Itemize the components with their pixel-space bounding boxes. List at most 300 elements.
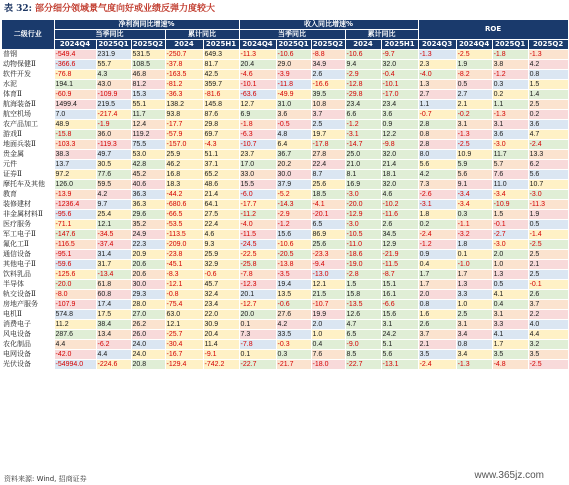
value-cell: 15.5 (239, 180, 276, 190)
value-cell: -45.1 (165, 260, 203, 270)
value-cell: 4.4 (54, 340, 96, 350)
table-row (2, 360, 568, 370)
value-cell: 0.5 (456, 80, 492, 90)
value-cell: -3.1 (418, 200, 456, 210)
value-cell: 3.5 (418, 350, 456, 360)
value-cell: -0.1 (492, 220, 528, 230)
value-cell: -10.9 (492, 200, 528, 210)
value-cell: -12.7 (239, 300, 276, 310)
value-cell: 16.9 (345, 180, 381, 190)
value-cell: 6.4 (276, 140, 311, 150)
value-cell: -2.5 (528, 240, 568, 250)
value-cell: 30.0 (131, 280, 165, 290)
header-revenue-quarter: 当季同比 (239, 30, 345, 40)
value-cell: -5.2 (276, 190, 311, 200)
value-cell: 2.7 (418, 90, 456, 100)
value-cell: 20.1 (239, 290, 276, 300)
value-cell: 2.8 (418, 140, 456, 150)
value-cell: 19.7 (311, 130, 345, 140)
value-cell: 29.8 (203, 120, 239, 130)
value-cell: 12.1 (96, 220, 131, 230)
value-cell: 1.0 (492, 260, 528, 270)
value-cell: -22.5 (239, 250, 276, 260)
value-cell: 15.1 (381, 280, 418, 290)
value-cell: 24.9 (131, 230, 165, 240)
value-cell: 97.2 (54, 170, 96, 180)
value-cell: -2.9 (276, 210, 311, 220)
value-cell: -12.9 (345, 210, 381, 220)
value-cell: -3.4 (456, 200, 492, 210)
value-cell: -36.3 (165, 90, 203, 100)
table-row (2, 130, 568, 140)
value-cell: 287.6 (54, 330, 96, 340)
table-row (2, 90, 568, 100)
value-cell: 29.0 (276, 60, 311, 70)
value-cell: -12.3 (239, 280, 276, 290)
value-cell: 27.5 (203, 210, 239, 220)
value-cell: 20.4 (203, 330, 239, 340)
value-cell: 4.2 (96, 190, 131, 200)
value-cell: 2.6 (528, 290, 568, 300)
value-cell: 3.6 (381, 110, 418, 120)
value-cell: 0.4 (418, 260, 456, 270)
value-cell: -81.6 (203, 90, 239, 100)
value-cell: 32.9 (203, 260, 239, 270)
value-cell: 1.7 (456, 270, 492, 280)
value-cell: 7.6 (492, 170, 528, 180)
value-cell: 45.2 (131, 170, 165, 180)
value-cell: 25.9 (203, 250, 239, 260)
table-row (2, 270, 568, 280)
table-row (2, 250, 568, 260)
industry-name: 消费电子 (2, 320, 54, 330)
value-cell: -95.6 (54, 210, 96, 220)
table-row (2, 230, 568, 240)
value-cell: 0.4 (311, 340, 345, 350)
value-cell: 31.4 (96, 250, 131, 260)
header-profit-cumulative: 累计同比 (165, 30, 239, 40)
value-cell: 23.4 (381, 100, 418, 110)
industry-name: 氟化工Ⅱ (2, 240, 54, 250)
value-cell: 11.7 (131, 110, 165, 120)
value-cell: 3.3 (456, 290, 492, 300)
value-cell: 23.7 (239, 150, 276, 160)
value-cell: 10.8 (311, 100, 345, 110)
header-profit-quarter: 当季同比 (54, 30, 165, 40)
value-cell: -366.6 (54, 60, 96, 70)
value-cell: -3.4 (492, 190, 528, 200)
value-cell: -3.0 (528, 190, 568, 200)
value-cell: 219.5 (96, 100, 131, 110)
table-row (2, 310, 568, 320)
value-cell: 35.2 (131, 220, 165, 230)
value-cell: -157.0 (165, 140, 203, 150)
value-cell: 12.7 (239, 100, 276, 110)
value-cell: 36.0 (96, 130, 131, 140)
value-cell: 20.9 (131, 250, 165, 260)
value-cell: 194.1 (54, 80, 96, 90)
header-roe-col: 2025Q2 (528, 40, 568, 50)
value-cell: 0.2 (418, 220, 456, 230)
value-cell: 6.9 (239, 110, 276, 120)
value-cell: 4.6 (381, 190, 418, 200)
value-cell: 29.6 (131, 210, 165, 220)
value-cell: -1.3 (456, 360, 492, 370)
value-cell: -14.7 (345, 140, 381, 150)
value-cell: 12.4 (131, 120, 165, 130)
value-cell: 13.5 (276, 290, 311, 300)
value-cell: 4.8 (276, 130, 311, 140)
value-cell: -1.3 (528, 50, 568, 60)
value-cell: 20.2 (276, 160, 311, 170)
value-cell: 11.0 (492, 180, 528, 190)
value-cell: 39.5 (311, 90, 345, 100)
value-cell: -549.4 (54, 50, 96, 60)
table-row (2, 80, 568, 90)
value-cell: 40.6 (131, 180, 165, 190)
value-cell: -9.4 (311, 260, 345, 270)
value-cell: 12.1 (165, 320, 203, 330)
header-roe-col: 2024Q3 (418, 40, 456, 50)
value-cell: -9.1 (203, 350, 239, 360)
value-cell: -22.7 (239, 360, 276, 370)
industry-name: 航海装备Ⅱ (2, 100, 54, 110)
value-cell: -2.5 (456, 50, 492, 60)
value-cell: 55.1 (131, 100, 165, 110)
value-cell: 15.8 (345, 290, 381, 300)
value-cell: 30.9 (203, 320, 239, 330)
value-cell: 61.8 (96, 280, 131, 290)
value-cell: -107.9 (54, 300, 96, 310)
value-cell: 1.5 (345, 280, 381, 290)
value-cell: 4.4 (528, 330, 568, 340)
value-cell: 1.1 (418, 100, 456, 110)
value-cell: -6.2 (96, 340, 131, 350)
value-cell: -23.3 (311, 250, 345, 260)
value-cell: -0.7 (418, 110, 456, 120)
value-cell: 3.4 (456, 330, 492, 340)
value-cell: 26.2 (131, 320, 165, 330)
value-cell: 3.5 (492, 350, 528, 360)
value-cell: 0.8 (528, 70, 568, 80)
table-number: 表 32: (4, 4, 32, 14)
value-cell: 138.2 (165, 100, 203, 110)
value-cell: 3.7 (528, 300, 568, 310)
value-cell: -21.7 (276, 360, 311, 370)
table-row (2, 260, 568, 270)
value-cell: 32.0 (381, 150, 418, 160)
value-cell: -7.8 (239, 340, 276, 350)
value-cell: 4.2 (276, 320, 311, 330)
value-cell: 24.0 (131, 340, 165, 350)
value-cell: -17.8 (311, 140, 345, 150)
value-cell: 21.4 (381, 160, 418, 170)
value-cell: 33.0 (239, 170, 276, 180)
value-cell: 12.6 (345, 310, 381, 320)
value-cell: 5.6 (456, 170, 492, 180)
header-roe-group: ROE (418, 20, 568, 40)
header-revenue-cumulative: 累计同比 (345, 30, 418, 40)
value-cell: 63.0 (165, 310, 203, 320)
value-cell: 15.6 (381, 310, 418, 320)
value-cell: 27.8 (311, 150, 345, 160)
value-cell: -1.2 (345, 120, 381, 130)
value-cell: 8.0 (418, 150, 456, 160)
value-cell: 27.6 (276, 310, 311, 320)
value-cell: 1499.4 (54, 100, 96, 110)
industry-name: 电网设备 (2, 350, 54, 360)
value-cell: -17.0 (381, 90, 418, 100)
value-cell: 22.3 (131, 240, 165, 250)
value-cell: 0.5 (492, 280, 528, 290)
value-cell: -49.9 (276, 90, 311, 100)
value-cell: -103.3 (54, 140, 96, 150)
value-cell: 31.0 (276, 100, 311, 110)
value-cell: 6.6 (345, 110, 381, 120)
value-cell: 1.7 (492, 340, 528, 350)
value-cell: 5.7 (492, 160, 528, 170)
industry-name: 摩托车及其他 (2, 180, 54, 190)
value-cell: -8.7 (381, 270, 418, 280)
value-cell: 21.4 (203, 190, 239, 200)
value-cell: 1.1 (492, 100, 528, 110)
value-cell: 8.5 (345, 350, 381, 360)
industry-name: 教育 (2, 190, 54, 200)
value-cell: 6.5 (311, 220, 345, 230)
value-cell: -1.8 (239, 120, 276, 130)
value-cell: 2.5 (456, 310, 492, 320)
value-cell: -0.8 (165, 290, 203, 300)
value-cell: -3.4 (456, 190, 492, 200)
value-cell: -13.8 (276, 260, 311, 270)
value-cell: 1.3 (492, 270, 528, 280)
industry-name: 通信设备 (2, 250, 54, 260)
table-row (2, 320, 568, 330)
header-revenue-col: 2025Q2 (312, 40, 344, 48)
value-cell: -13.5 (345, 300, 381, 310)
value-cell: 37.1 (203, 160, 239, 170)
value-cell: 3.1 (456, 120, 492, 130)
value-cell: -59.6 (54, 260, 96, 270)
value-cell: -1.4 (528, 230, 568, 240)
value-cell: 19.4 (276, 280, 311, 290)
value-cell: -163.5 (165, 70, 203, 80)
table-row (2, 330, 568, 340)
value-cell: -75.4 (165, 300, 203, 310)
industry-name: 航空机场 (2, 110, 54, 120)
value-cell: 108.5 (131, 60, 165, 70)
industry-name: 体育Ⅱ (2, 90, 54, 100)
value-cell: 3.1 (492, 310, 528, 320)
value-cell: 0.2 (528, 110, 568, 120)
value-cell: -1.9 (96, 120, 131, 130)
value-cell: 32.4 (203, 290, 239, 300)
value-cell: -76.8 (54, 70, 96, 80)
value-cell: -2.4 (528, 140, 568, 150)
value-cell: 531.5 (131, 50, 165, 60)
value-cell: 59.5 (96, 180, 131, 190)
value-cell: -37.4 (96, 240, 131, 250)
value-cell: -8.3 (165, 270, 203, 280)
value-cell: 42.8 (131, 160, 165, 170)
value-cell: 22.4 (203, 220, 239, 230)
value-cell: 4.2 (528, 60, 568, 70)
value-cell: 34.9 (311, 60, 345, 70)
value-cell: 69.7 (203, 130, 239, 140)
value-cell: -4.0 (239, 220, 276, 230)
industry-name: 饮料乳品 (2, 270, 54, 280)
industry-name: 农产品加工 (2, 120, 54, 130)
value-cell: 75.5 (131, 140, 165, 150)
industry-name: 风电设备 (2, 330, 54, 340)
value-cell: -44.2 (165, 190, 203, 200)
value-cell: -13.4 (96, 270, 131, 280)
value-cell: 17.0 (239, 160, 276, 170)
value-cell: -34.5 (96, 230, 131, 240)
header-revenue-col: 2025Q1 (276, 40, 311, 50)
value-cell: 2.5 (311, 120, 345, 130)
value-cell: -3.5 (276, 270, 311, 280)
value-cell: 6.5 (345, 330, 381, 340)
value-cell: 18.3 (165, 180, 203, 190)
value-cell: -1.8 (492, 50, 528, 60)
value-cell: 77.6 (96, 170, 131, 180)
value-cell: -8.8 (311, 50, 345, 60)
value-cell: -16.7 (165, 350, 203, 360)
value-cell: -3.2 (456, 230, 492, 240)
table-row (2, 300, 568, 310)
value-cell: 10.7 (528, 180, 568, 190)
value-cell: -2.8 (345, 270, 381, 280)
value-cell: -4.6 (239, 70, 276, 80)
value-cell: 4.0 (528, 320, 568, 330)
value-cell: 9.3 (203, 240, 239, 250)
value-cell: -95.1 (54, 250, 96, 260)
value-cell: 3.1 (456, 320, 492, 330)
value-cell: 7.3 (239, 330, 276, 340)
value-cell: -7.8 (239, 270, 276, 280)
industry-name: 游戏Ⅱ (2, 130, 54, 140)
industry-name: 农化制品 (2, 340, 54, 350)
value-cell: 22.4 (311, 160, 345, 170)
industry-name: 光伏设备 (2, 360, 54, 370)
value-cell: 32.0 (381, 60, 418, 70)
value-cell: -3.0 (492, 240, 528, 250)
value-cell: -10.6 (276, 240, 311, 250)
value-cell: -1.0 (456, 260, 492, 270)
value-cell: 7.6 (311, 350, 345, 360)
value-cell: -24.5 (239, 240, 276, 250)
value-cell: -10.2 (381, 200, 418, 210)
value-cell: 126.0 (54, 180, 96, 190)
value-cell: 4.1 (492, 330, 528, 340)
value-cell: 0.4 (492, 300, 528, 310)
value-cell: 38.3 (54, 150, 96, 160)
value-cell: 5.1 (381, 340, 418, 350)
value-cell: -11.3 (528, 200, 568, 210)
value-cell: -25.8 (239, 260, 276, 270)
value-cell: 0.8 (456, 340, 492, 350)
value-cell: 20.6 (131, 260, 165, 270)
value-cell: -20.0 (54, 280, 96, 290)
industry-name: 普钢 (2, 50, 54, 60)
value-cell: -1.2 (418, 240, 456, 250)
value-cell: 32.0 (381, 180, 418, 190)
value-cell: 53.0 (131, 150, 165, 160)
value-cell: 359.7 (203, 80, 239, 90)
value-cell: 3.3 (492, 320, 528, 330)
table-row (2, 50, 568, 60)
industry-name: 贵金属 (2, 150, 54, 160)
value-cell: 1.9 (528, 210, 568, 220)
value-cell: 1.6 (418, 310, 456, 320)
table-row (2, 60, 568, 70)
industry-name: 军工电子Ⅱ (2, 230, 54, 240)
value-cell: 12.9 (381, 240, 418, 250)
value-cell: 3.7 (418, 330, 456, 340)
value-cell: 3.1 (492, 120, 528, 130)
value-cell: 1.9 (456, 60, 492, 70)
value-cell: 20.6 (131, 270, 165, 280)
value-cell: -125.6 (54, 270, 96, 280)
value-cell: 2.1 (456, 100, 492, 110)
value-cell: -11.0 (345, 240, 381, 250)
value-cell: 27.0 (131, 310, 165, 320)
table-row (2, 350, 568, 360)
value-cell: -12.1 (165, 280, 203, 290)
value-cell: 64.1 (203, 200, 239, 210)
value-cell: -9.0 (345, 340, 381, 350)
value-cell: 30.5 (96, 160, 131, 170)
value-cell: 3.7 (311, 110, 345, 120)
value-cell: -742.2 (203, 360, 239, 370)
value-cell: 145.8 (203, 100, 239, 110)
value-cell: -10.7 (239, 140, 276, 150)
value-cell: 37.9 (276, 180, 311, 190)
header-profit-col: 2025Q2 (132, 40, 164, 48)
value-cell: 1.5 (492, 210, 528, 220)
header-roe-col: 2024Q4 (456, 40, 492, 50)
value-cell: -30.4 (165, 340, 203, 350)
value-cell: 5.9 (456, 160, 492, 170)
value-cell: 49.7 (96, 150, 131, 160)
value-cell: 0.1 (239, 320, 276, 330)
value-cell: 649.3 (203, 50, 239, 60)
value-cell: 60.8 (96, 290, 131, 300)
header-industry: 二级行业 (2, 20, 54, 50)
value-cell: 1.4 (528, 90, 568, 100)
value-cell: 24.2 (381, 330, 418, 340)
value-cell: 2.0 (418, 290, 456, 300)
table-row (2, 140, 568, 150)
value-cell: 43.0 (96, 80, 131, 90)
value-cell: -10.1 (381, 80, 418, 90)
industry-name: 轨交设备Ⅱ (2, 290, 54, 300)
source-note: 资料来源: Wind, 招商证券 (4, 475, 87, 483)
value-cell: 25.4 (96, 210, 131, 220)
value-cell: -3.9 (276, 70, 311, 80)
value-cell: 9.1 (456, 180, 492, 190)
value-cell: -15.8 (54, 130, 96, 140)
value-cell: 29.3 (131, 290, 165, 300)
value-cell: 36.3 (131, 200, 165, 210)
value-cell: 3.6 (492, 130, 528, 140)
value-cell: -3.0 (492, 140, 528, 150)
value-cell: 0.9 (418, 250, 456, 260)
table-row (2, 280, 568, 290)
value-cell: 13.4 (96, 330, 131, 340)
value-cell: 22.0 (203, 310, 239, 320)
